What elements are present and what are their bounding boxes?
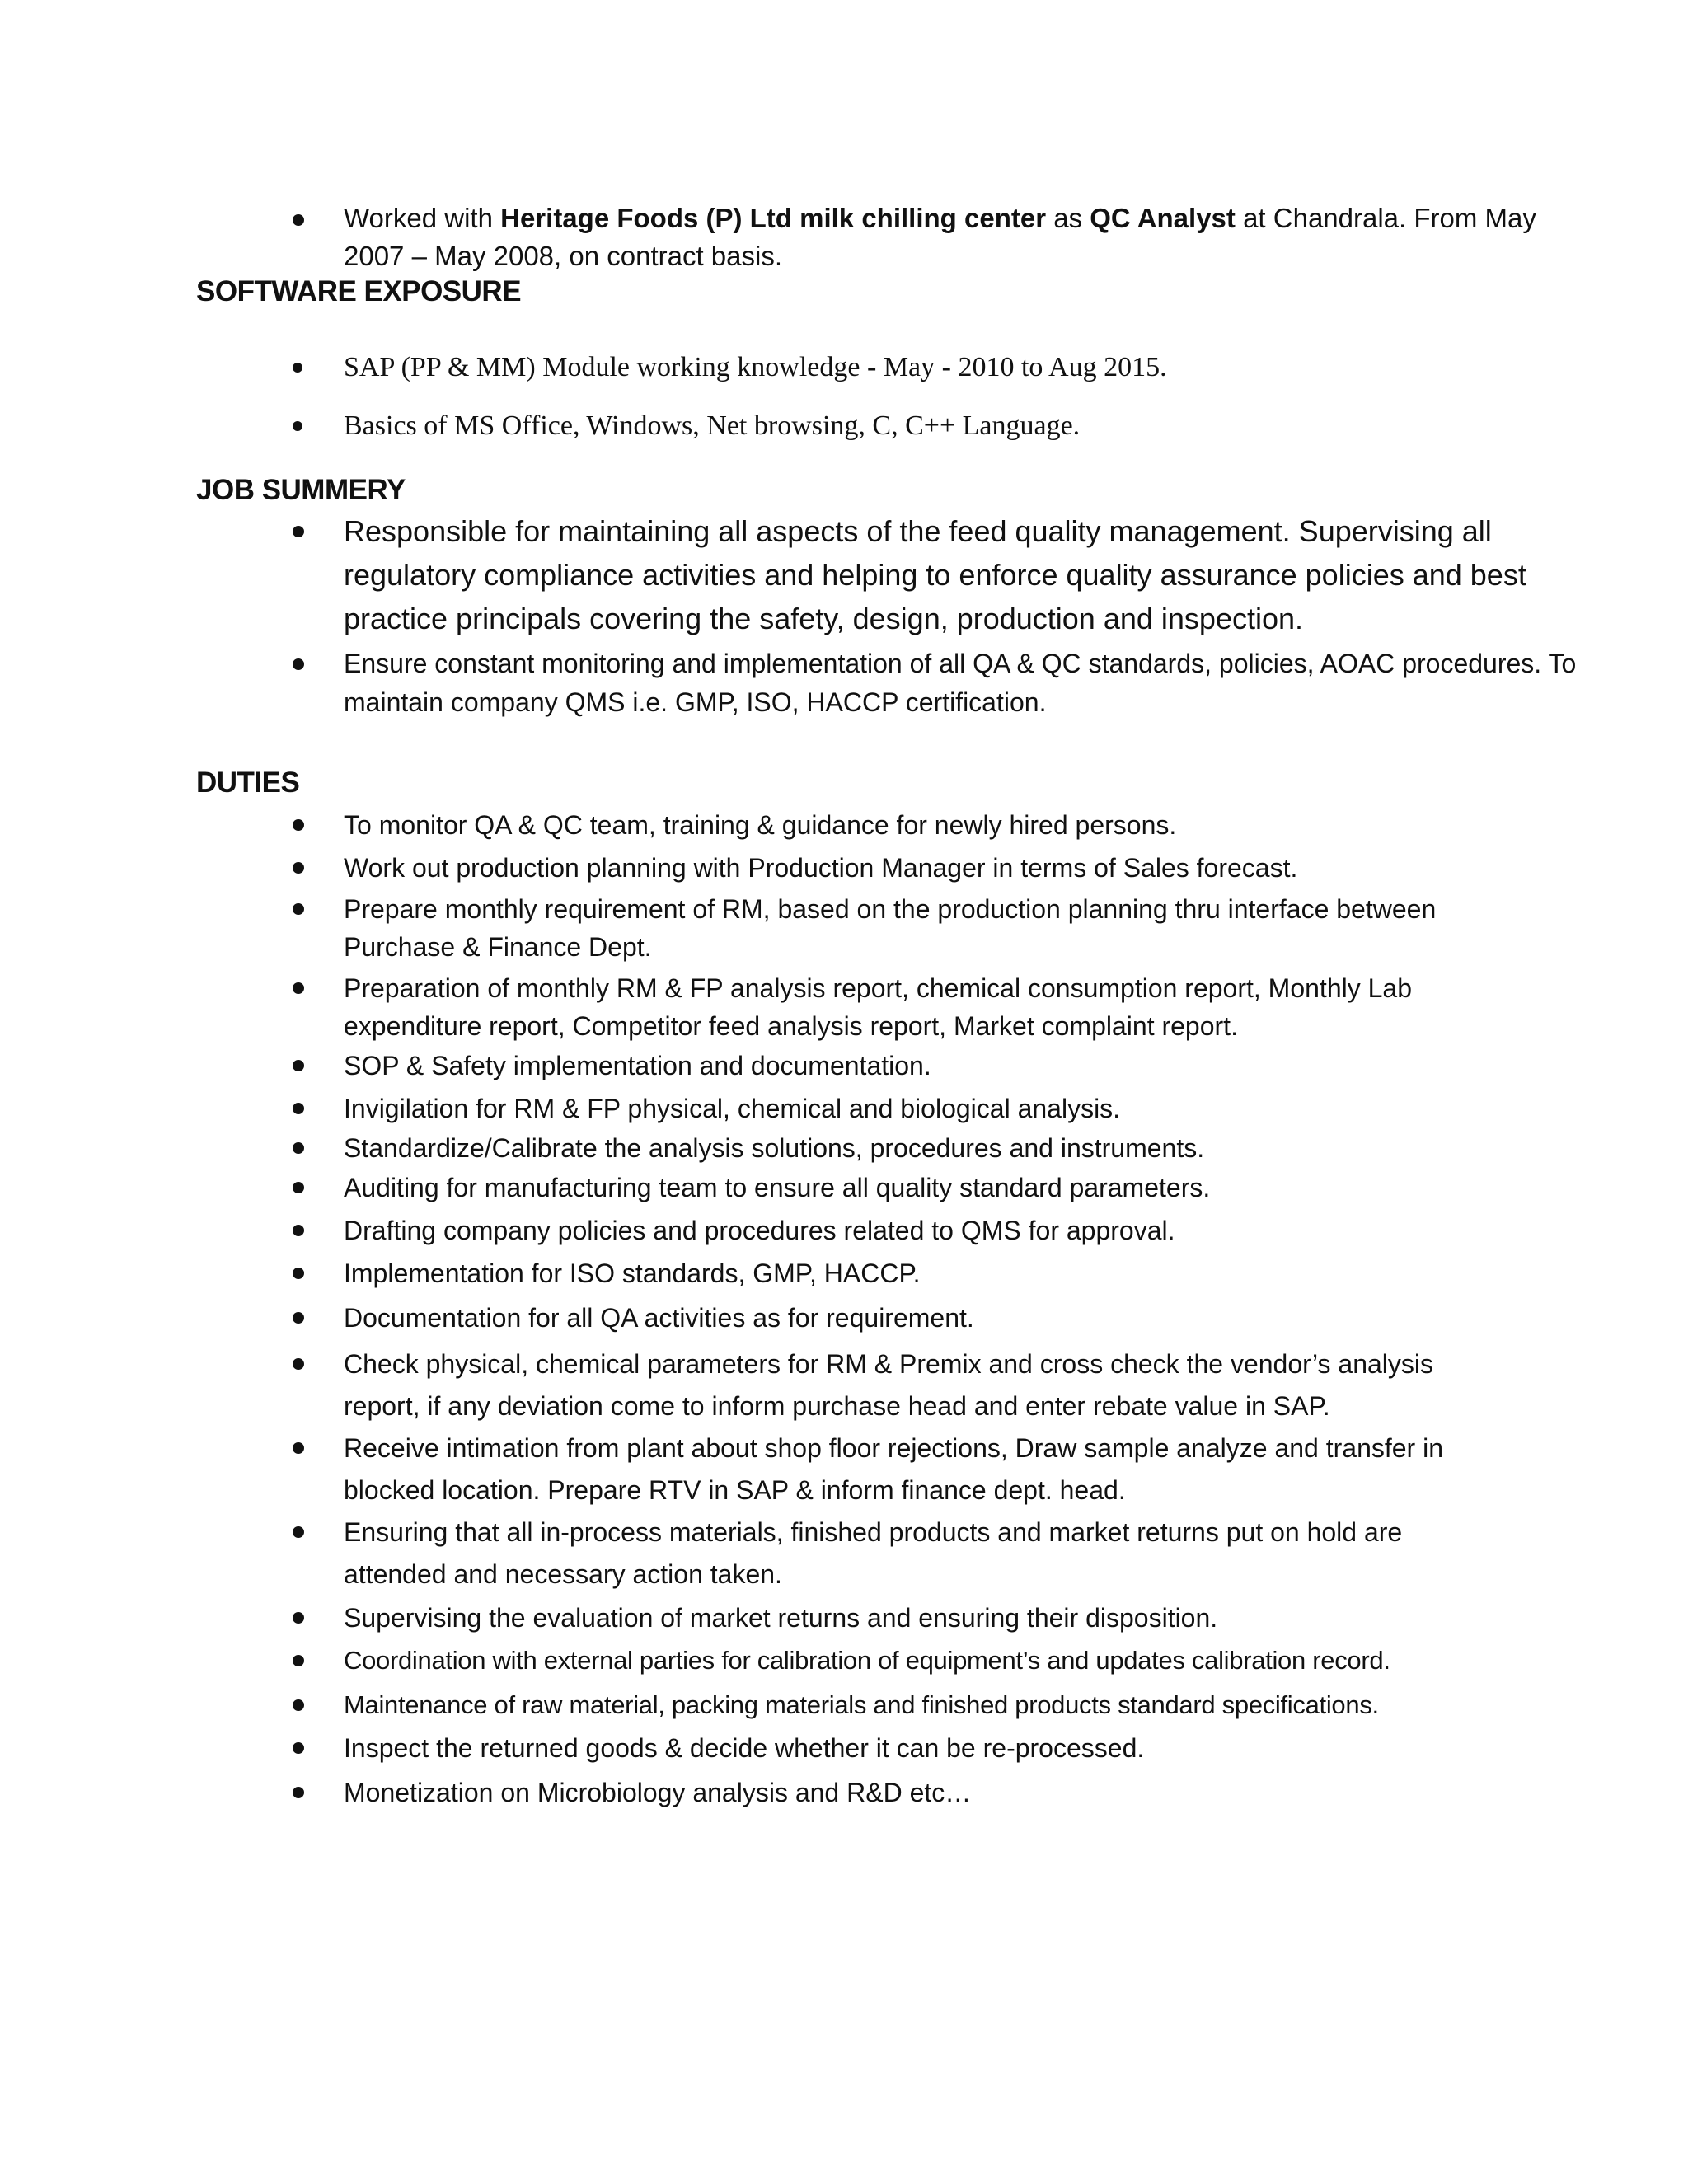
duty-item: Auditing for manufacturing team to ensure all quality standard parameters. <box>293 1167 1578 1208</box>
bullet-icon <box>293 1612 304 1624</box>
bullet-icon <box>293 363 302 373</box>
duty-item: Check physical, chemical parameters for RM & Premix and cross check the vendor’s analysis report, if any deviation come to inform purchase head and enter rebate value in SAP. <box>293 1343 1578 1427</box>
software-item: Basics of MS Office, Windows, Net browsing, C, C++ Language. <box>293 408 1578 444</box>
duty-item: Standardize/Calibrate the analysis solutions, procedures and instruments. <box>293 1127 1578 1169</box>
experience-item <box>293 199 1578 275</box>
bullet-icon <box>293 1312 304 1324</box>
company-name: Heritage Foods (P) Ltd milk chilling center <box>500 203 1047 233</box>
bullet-icon <box>293 1182 304 1193</box>
duty-item: Ensuring that all in-process materials, finished products and market returns put on hold are attended and necessary action taken. <box>293 1511 1578 1596</box>
role-name: QC Analyst <box>1090 203 1236 233</box>
duty-item: SOP & Safety implementation and documentation. <box>293 1045 1578 1086</box>
bullet-icon <box>293 1699 304 1711</box>
job-summary-item: Ensure constant monitoring and implementation of all QA & QC standards, policies, AOAC procedures. To maintain company QMS i.e. GMP, ISO, HACCP certification. <box>293 644 1578 722</box>
bullet-icon <box>293 982 304 994</box>
bullet-icon <box>293 903 304 915</box>
job-summary-item: Responsible for maintaining all aspects of the feed quality management. Supervising all regulatory compliance activities and helping to enforce quality assurance policies and best practice principals covering the safety, design, production and inspection. <box>293 509 1578 640</box>
bullet-icon <box>293 1442 304 1454</box>
duty-item: Invigilation for RM & FP physical, chemical and biological analysis. <box>293 1088 1578 1129</box>
duties-heading: DUTIES <box>196 766 300 799</box>
bullet-icon <box>293 862 304 874</box>
bullet-icon <box>293 1060 304 1071</box>
duty-item: Documentation for all QA activities as for requirement. <box>293 1297 1578 1338</box>
bullet-icon <box>293 1358 304 1370</box>
duty-item: Inspect the returned goods & decide whether it can be re-processed. <box>293 1727 1578 1769</box>
experience-text: Worked with Heritage Foods (P) Ltd milk chilling center as QC Analyst at Chandrala. From May 2007 – May 2008, on contract basis. <box>344 203 1536 271</box>
job-summary-heading: JOB SUMMERY <box>196 474 406 506</box>
bullet-icon <box>293 1787 304 1798</box>
duty-item: Receive intimation from plant about shop floor rejections, Draw sample analyze and transfer in blocked location. Prepare RTV in SAP & inform finance dept. head. <box>293 1427 1578 1511</box>
bullet-icon <box>293 658 304 670</box>
bullet-icon <box>293 819 304 831</box>
software-exposure-heading: SOFTWARE EXPOSURE <box>196 275 522 307</box>
duty-item: Prepare monthly requirement of RM, based on the production planning thru interface between Purchase & Finance Dept. <box>293 890 1578 966</box>
bullet-icon <box>293 1742 304 1754</box>
duty-item: To monitor QA & QC team, training & guidance for newly hired persons. <box>293 804 1578 846</box>
bullet-icon <box>293 1142 304 1154</box>
duty-item: Work out production planning with Production Manager in terms of Sales forecast. <box>293 847 1578 888</box>
duty-item: Supervising the evaluation of market returns and ensuring their disposition. <box>293 1597 1578 1638</box>
bullet-icon <box>293 1526 304 1538</box>
bullet-icon <box>293 214 304 226</box>
duty-item: Preparation of monthly RM & FP analysis report, chemical consumption report, Monthly Lab expenditure report, Competitor feed analysis report, Market complaint report. <box>293 969 1578 1045</box>
duty-item: Maintenance of raw material, packing materials and finished products standard specifications. <box>293 1685 1578 1726</box>
bullet-icon <box>293 1103 304 1114</box>
duty-item: Drafting company policies and procedures related to QMS for approval. <box>293 1210 1578 1251</box>
duty-item: Monetization on Microbiology analysis and R&D etc… <box>293 1772 1578 1813</box>
duty-item: Coordination with external parties for calibration of equipment’s and updates calibration record. <box>293 1640 1578 1681</box>
bullet-icon <box>293 526 304 537</box>
bullet-icon <box>293 421 302 431</box>
software-item: SAP (PP & MM) Module working knowledge - May - 2010 to Aug 2015. <box>293 349 1578 386</box>
bullet-icon <box>293 1268 304 1279</box>
bullet-icon <box>293 1225 304 1236</box>
bullet-icon <box>293 1655 304 1666</box>
duty-item: Implementation for ISO standards, GMP, HACCP. <box>293 1253 1578 1294</box>
